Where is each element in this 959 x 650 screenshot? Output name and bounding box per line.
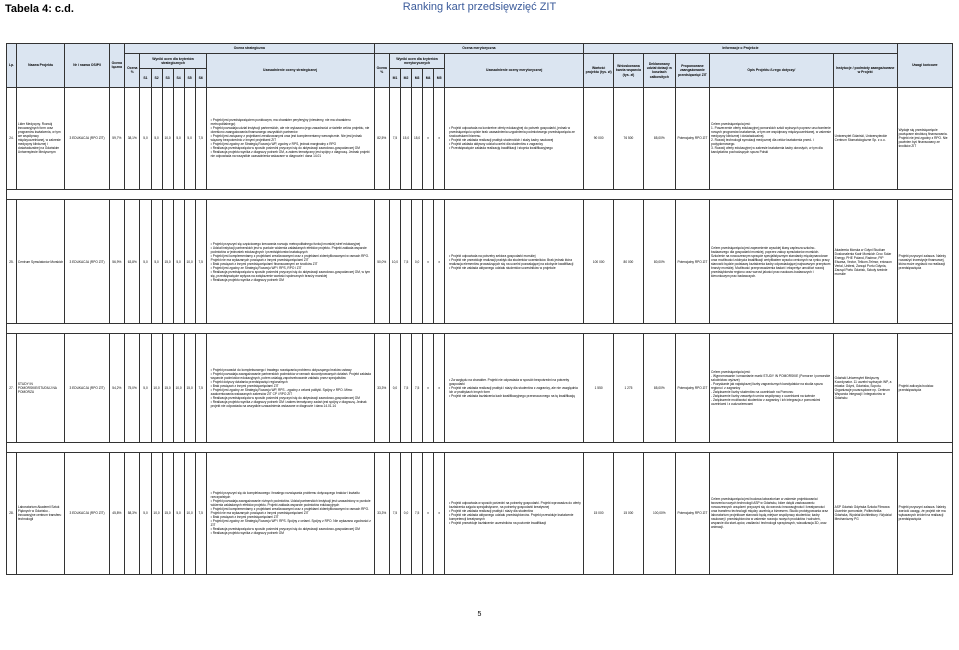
col-ocena-laczna: Ocena łączna	[109, 44, 124, 88]
row-udzial: 85,00%	[643, 87, 675, 189]
row-instytucje: Gdański Uniwersytet Medyczny Koordynator. 11 uczelni wyższych WP, a miasta: Gdyni, Gdańska, Sopotu. Organizacje pozarządowe np. Centrum Wsparcia Integracji i Integratorów w Gdańsku	[833, 334, 897, 442]
list-item: • Realizacja projektu wynika z diagnozy potrzeb OM i zakres tematyczny zadań jest spójny z diagnozą. Jednak projekt nie odpowiada na wszystkie uzasadnienia wskazane w diagnozie i dana 14.01.14	[211, 400, 373, 408]
list-item: • Brak powiązań z innymi przedsięwzięciami finansowanymi ze środków ZIT	[211, 262, 373, 266]
col-informacje: Informacje o Projekcie	[584, 44, 897, 54]
row-wartosc: 100 000	[584, 199, 614, 323]
col-opis: Opis Projektu /Lrego dotyczy/	[710, 54, 834, 87]
row-s4: 5,0	[173, 87, 184, 189]
spacer-cell	[7, 442, 953, 452]
row-uwagi: Projekt zaliczyła bodziac przedsięwzięcia	[897, 334, 952, 442]
row-m2: 15,0	[401, 87, 412, 189]
table-row	[7, 87, 953, 189]
row-m5: x	[434, 199, 445, 323]
col-nr: Nr i nazwa OSIP/I	[65, 44, 109, 88]
row-m5: x	[434, 452, 445, 574]
row-mer-pct: 50,0%	[374, 199, 389, 323]
list-item: • Brak powiązań z innymi przedsięwzięciami ZIT	[211, 384, 373, 388]
list-item: • Projekt prowadzi do kompleksowego i trwałego rozwiązania problemu dotyczącego braków ustawy	[211, 368, 373, 372]
row-lp: 25.	[7, 199, 17, 323]
list-item: • Projekt nie przewiduje realizacji praktyk dla studentów uczestników. Brak jednak która realizacja elementów prowadzących się na uczelni pozwalającej na zdobycie kwalifikacji	[449, 258, 582, 266]
row-lp: 24.	[7, 87, 17, 189]
spacer-cell	[7, 324, 953, 334]
col-uwagi: Uwagi końcowe	[897, 44, 952, 88]
list-item: • Projekt nie zakłada realizacji praktyk i staży dla studentów	[449, 509, 582, 513]
row-zrodlo: Potencjalny RPO ZIT	[675, 87, 709, 189]
row-m1: 7,5	[389, 452, 400, 574]
col-ocena-merytoryczna: Ocena merytoryczna	[374, 44, 584, 54]
row-instytucje: Uniwersytet Gdański, Uniwersyteckie Centrum Stomatologiczne Sp. z o.o.	[833, 87, 897, 189]
row-osi: 3 EDUKACJA (RPO ZIT)	[65, 199, 109, 323]
col-instytucje: Instytucje / podmioty zaangażowane w Projekt	[833, 54, 897, 87]
row-uzas-strat-list	[208, 118, 373, 158]
row-wartosc: 15 000	[584, 452, 614, 574]
opis-line: 3. Rozwój oferty edukacyjnej w zakresie kształcenia kadry dorosłych, w tym dla kandydatów pochodzących spoza Polski	[711, 146, 823, 155]
row-uzas-mer-list	[446, 126, 582, 150]
opis-line: 2. Rozwój technologii symulacji medycznej dla celów kształcenia przed- i podyplomowego.	[711, 138, 814, 147]
list-item: • Projekt pozwalaja zaangażowanie partnerskich podmiotów w ramach skoordynowanych działań. Projekt zakłada wsparcie podmiotów edukacyjnych, potem ustalają zapotrzebowanie zakładu przez specjalistów	[211, 372, 373, 380]
col-s5: S5	[184, 69, 195, 87]
row-zrodlo: Potencjalny RPO ZIT	[675, 334, 709, 442]
row-wartosc: 1 550	[584, 334, 614, 442]
row-name: Centrum Symulatorów Morskich	[16, 199, 65, 323]
list-item: • Projekt odpowiada na potrzeby sektora gospodarki morskiej	[449, 254, 582, 258]
row-lp: 27.	[7, 334, 17, 442]
list-item: • Projekt nie zakłada aktywnego udziału przedsiębiorców. Projekt przewiduje kształcenie kompetencji kreatywnych	[449, 513, 582, 521]
list-item: • Brak powiązań z innymi przedsięwzięciami ZIT	[211, 515, 373, 519]
row-m3: 7,5	[412, 334, 423, 442]
row-lp: 28.	[7, 452, 17, 574]
row-osi: 3 EDUKACJA (RPO ZIT)	[65, 452, 109, 574]
list-item: • Za względu na charakter. Projekt nie odpowiada w sposób bezpośredni na potrzeby gospodarki	[449, 378, 582, 386]
table-row	[7, 334, 953, 442]
row-mer-pct: 82,5%	[374, 87, 389, 189]
spacer-cell	[7, 189, 953, 199]
col-strat-pct: Ocena %	[125, 54, 140, 87]
row-opis	[710, 452, 834, 574]
list-item: • Projekt jest zgodny ze Strategią Rozwoju WP i RPS, RPO i ZIT	[211, 266, 373, 270]
list-item: • Przedsięwzięcie zakłada realizację kwalifikacji i stopnia kwalifikacyjnego	[449, 146, 582, 150]
col-m5: M5	[434, 69, 445, 87]
row-uzas-mer-list	[446, 501, 582, 525]
col-s2: S2	[151, 69, 162, 87]
opis-line: Celem przedsięwzięcia jest:	[711, 369, 751, 374]
row-udzial: 80,00%	[643, 199, 675, 323]
row-strat-pct: 75,0%	[125, 334, 140, 442]
document-title: Ranking kart przedsięwzięć ZIT	[402, 1, 557, 13]
row-uwagi: Projekt przyczyni zalacza. Należy rozważyć inwestycje finansowej, która może wypłacić na realizacji przedsięwzięcia	[897, 199, 952, 323]
row-uzas-mer-list	[446, 254, 582, 270]
col-ocena-strategiczna: Ocena strategiczna	[125, 44, 374, 54]
col-s6: S6	[195, 69, 206, 87]
row-m3: 0,0	[412, 199, 423, 323]
row-uzas-mer	[445, 87, 584, 189]
list-item: • Projekt przewiduje kształcenie uczestników na poziomie kwalifikacji	[449, 521, 582, 525]
row-wnioskowana: 15 000	[614, 452, 644, 574]
row-s4: 5,0	[173, 199, 184, 323]
row-s2: 10,0	[151, 334, 162, 442]
row-zrodlo: Potencjalny RPO ZIT	[675, 452, 709, 574]
col-m1: M1	[389, 69, 400, 87]
row-s1: 5,0	[140, 334, 151, 442]
list-item: • Realizacja projektu wynika z diagnozy potrzeb OM	[211, 278, 373, 282]
table-row	[7, 452, 953, 574]
list-item: • Realizacja przedsięwzięcia w sposób pośredni przyczyni się do aktywizacji zawodowo-gospodarczej OM, w tym się, przedsięwzięcie wpływa na zwiększenie wartości społecznych branży morskiej	[211, 270, 373, 278]
ranking-table	[6, 43, 953, 575]
row-ocena-laczna: 59,7%	[109, 87, 124, 189]
list-item: • Projekt pozwalaja zaangażowanie różnych podmiotów. Udział partnerskich instytucji jest uzasadniony w punkcie widzenia zakładanych efektów projektu. Projekt zakłada wsparcie podmiotów edukacyjnych	[211, 499, 373, 507]
row-s3: 15,0	[162, 199, 173, 323]
list-item: • Projekt jest związany z projektami zrealizowanymi oraz jest komplementarny wewnętrznie. Nie jest jednak wiązany bezpośrednio z innymi projektami ZIT	[211, 134, 373, 142]
row-s1: 5,0	[140, 452, 151, 574]
row-uzas-mer	[445, 452, 584, 574]
opis-line: 1. Poszerzenie oferty edukacyjnej pomorskich szkół wyższych poprzez uruchomienie nowych programów kształcenia, w tym we współpracy międzyuczelnianej, w zakresie medycyny klinicznej i doświadczalnej.	[711, 126, 831, 139]
col-wnioskowana: Wnioskowana kwota wsparcia (tys. zł)	[614, 54, 644, 87]
row-s5: 5,0	[184, 87, 195, 189]
row-udzial: 100,00%	[643, 452, 675, 574]
col-nazwa: Nazwa Projektu	[16, 44, 65, 88]
row-uwagi: Wydaje się przedsięwzięcie powiązane strukturą finansowania. Projekt nie jest zgodny z RPO. Nie powinien być finansowany ze środków ZIT	[897, 87, 952, 189]
row-spacer	[7, 189, 953, 199]
row-uzas-strat	[206, 87, 374, 189]
col-mer-pct: Ocena %	[374, 54, 389, 87]
row-s4: 10,0	[173, 334, 184, 442]
row-uzas-strat	[206, 334, 374, 442]
list-item: • Realizacja projektu wynika z diagnozy potrzeb OM	[211, 531, 373, 535]
row-m2: 7,5	[401, 199, 412, 323]
row-wartosc: 90 000	[584, 87, 614, 189]
row-s4: 5,0	[173, 452, 184, 574]
row-spacer	[7, 442, 953, 452]
row-s2: 10,0	[151, 452, 162, 574]
sheet-title: Tabela 4: c.d.	[5, 3, 74, 15]
list-item: • Projekt nie zakłada kształcenia kadr kwalifikacyjnego przeznaczonego na tę kwalifikację	[449, 394, 582, 398]
row-ocena-laczna: 54,2%	[109, 334, 124, 442]
row-strat-pct: 58,3%	[125, 452, 140, 574]
row-uzas-mer	[445, 334, 584, 442]
row-m3: 15,0	[412, 87, 423, 189]
list-item: • Realizacja przedsięwzięcia w sposób pośredni przyczyni się do aktywizacji zawodowo-gospodarczej OM	[211, 527, 373, 531]
row-wnioskowana: 1 275	[614, 334, 644, 442]
row-opis	[710, 87, 834, 189]
list-item: • Projekt jest komplementarny z projektami zrealizowanymi oraz z projektami zidentyfikowanymi w ramach RPO. Projekt nie ma wykazanych powiązań z innymi przedsięwzięciami ZIT	[211, 254, 373, 262]
list-item: • Projekt odpowiada na konkretne oferty edukacyjnej do potrzeb gospodarki, jednak w przedsięwzięciu opisie brak uzasadnienia uzgodnienia podmiotowego przedsięwzięcia ze środowiskami biznesu.	[449, 126, 582, 138]
row-s3: 15,0	[162, 452, 173, 574]
row-s1: 5,0	[140, 87, 151, 189]
list-item: • Projekt odpowiada w sposób pośredni na potrzeby gospodarki. Projekt wprowadza do oferty kształcenia zajęcia specjalistyczne, na potrzeby gospodarki kreatywnej	[449, 501, 582, 509]
row-m2: 7,5	[401, 334, 412, 442]
row-zrodlo: Potencjalny RPO ZIT	[675, 199, 709, 323]
row-opis	[710, 334, 834, 442]
row-m1: 10,0	[389, 199, 400, 323]
row-instytucje: Akademia Morska w Gdyni Studium Doskonalenia Kadr Morskich Croc Solar Energy, PHE Poland, Radmor, PIP Elsarsa, Vector, Telkom-Telmor, ericsson Verial, Unitest, Zarząd Portu Gdynia, Zarząd Portu Gdańsk, Szkoły średnie morskie	[833, 199, 897, 323]
top-bar	[0, 0, 959, 20]
row-mer-pct: 33,3%	[374, 334, 389, 442]
row-uzas-strat	[206, 199, 374, 323]
col-udzial: Deklarowany udział dotacji w kosztach całkowitych	[643, 54, 675, 87]
row-m1: 0,0	[389, 334, 400, 442]
row-m5: x	[434, 87, 445, 189]
row-udzial: 85,00%	[643, 334, 675, 442]
row-instytucje: ASP Gdańsk Gdyńska Szkoła Filmowa Uczelnie pomorskie, Politechnika Gdańska, Wydział Architektury i Wydział Mechaniczny PG	[833, 452, 897, 574]
list-item: • Projekt jest zgodny ze Strategią Rozwoju WP i RPS. Spójny z celami. Spójny z RPO. Nie wykazano zgodności z ZIT	[211, 519, 373, 527]
col-zrodlo: Proponowane zaangażowanie przedsięwzięć ZIT	[675, 54, 709, 87]
list-item: • Projekt jest komplementarny z projektami zrealizowanymi oraz z projektami zidentyfikowanymi w ramach RPO. Projekt nie ma wykazanych powiązań z innymi przedsięwzięciami ZIT	[211, 507, 373, 515]
opis-line: - Zwiększenie możliwości studentów z zagranicy i ich integracja z pomorskimi uczelniami i z cudzoziemcami	[711, 397, 821, 406]
row-s5: 10,0	[184, 199, 195, 323]
list-item: • Projekt pozwalaja udział instytucji partnerskich, ale nie wykazano jego zasadności w świetle celów projektu, nie określono zaangażowania finansowego wszystkich partnerów	[211, 126, 373, 134]
row-s6: 7,5	[195, 452, 206, 574]
row-m4: x	[423, 199, 434, 323]
row-osi: 3 EDUKACJA (RPO ZIT)	[65, 334, 109, 442]
row-strat-pct: 38,1%	[125, 87, 140, 189]
row-m3: 7,5	[412, 452, 423, 574]
row-uzas-strat-list	[208, 491, 373, 535]
row-name: Laboratorium Akademii Sztuk Pięknych w Gdańsku - innowacyjne centrum transferu technologii	[16, 452, 65, 574]
row-uzas-strat-list	[208, 242, 373, 282]
row-m4: x	[423, 87, 434, 189]
row-s5: 15,0	[184, 334, 195, 442]
row-s5: 10,0	[184, 452, 195, 574]
row-ocena-laczna: 45,8%	[109, 452, 124, 574]
row-m1: 7,5	[389, 87, 400, 189]
opis-line: Celem przedsięwzięcia jest:	[711, 122, 751, 127]
row-name: Lider Medycyny. Rozwój innowacyjnych form oraz programów kształcenia, w tym we współpracy międzyuczelnianej, w zakresie medycyny klinicznej i doświadczalnej na Gdańskim Uniwersytecie Medycznym	[16, 87, 65, 189]
row-opis	[710, 199, 834, 323]
col-uzas-mer: Uzasadnienie oceny merytorycznej	[445, 54, 584, 87]
row-uwagi: Projekt przyczyni zalacza. Należy zwrócić uwagę, że projekt nie ma wykazanych źródeł na realizacji przedsięwzięcia	[897, 452, 952, 574]
col-m4: M4	[423, 69, 434, 87]
opis-line: - Zwiększenie liczby studentów na uczelniach na Pomorzu	[711, 389, 794, 394]
list-item: • Projekt przyczyni się do kompleksowego i trwałego rozwiązania problemu dotyczącego braków i kształtu rzeczywistych	[211, 491, 373, 499]
list-item: • Projekt przyczyni się częściowego kreowania rozwoju metropolitalnego funkcji morskiej stref edukacyjnej	[211, 242, 373, 246]
row-strat-pct: 63,8%	[125, 199, 140, 323]
col-s3: S3	[162, 69, 173, 87]
row-m2: 0,0	[401, 452, 412, 574]
list-item: • Udział instytucji partnerskich jest w punkcie widzenia zakładanych efektów projektu. Projekt zakłada wsparcie podmiotów w jednostek edukacyjnych i przedsiębiorstw kształcących	[211, 246, 373, 254]
row-osi: 3 EDUKACJA (RPO ZIT)	[65, 87, 109, 189]
row-s2: 5,0	[151, 199, 162, 323]
table-body	[7, 87, 953, 574]
opis-line: - Wypromowanie i umacnianie marki STUDY IN POMORSKIE (Pomorze i pomorskie szkolnictwo wyższe)	[711, 373, 831, 382]
list-item: • Projekt jest przedsięwzięciem punktowym, ma charakter peryferyjny (niewiemy, nie ma charakteru metropolitalnego)	[211, 118, 373, 126]
page-number: 5	[477, 611, 482, 618]
list-item: • Projekt dotyczy działania przedsięwzięć regionalnych	[211, 380, 373, 384]
opis-line: - Pozyskanie jak największej liczby zagranicznych kandydatów na studia spoza regionu i z zagranicy	[711, 381, 823, 390]
list-item: • Realizacja projektu wynika z diagnozy potrzeb OM, a zakres tematyczny jest spójny z diagnozą. Jednak projekt nie odpowiada na wszystkie uzasadnienia wskazane w diagnozie i dana 14.01	[211, 150, 373, 158]
row-s3: 10,0	[162, 87, 173, 189]
col-wyniki-mer: Wyniki ocen dla kryteriów merytorycznych	[389, 54, 444, 69]
col-s4: S4	[173, 69, 184, 87]
list-item: • Projekt zakłada aktywny udział uczelni dla studentów z zagranicy	[449, 142, 582, 146]
row-spacer	[7, 324, 953, 334]
list-item: • Projekt nie zakłada realizacji praktyk studenckich i staży kadry naukowej	[449, 138, 582, 142]
table-row	[7, 199, 953, 323]
col-uzas-strat: Uzasadnienie oceny strategicznej	[206, 54, 374, 87]
col-m3: M3	[412, 69, 423, 87]
col-wyniki-strat: Wyniki ocen dla kryteriów strategicznych	[140, 54, 206, 69]
row-s6: 7,5	[195, 199, 206, 323]
list-item: • Realizacja przedsięwzięcia w sposób pośredni przyczyni się do aktywizacji zawodowo-gospodarczej OM	[211, 396, 373, 400]
row-s3: 15,0	[162, 334, 173, 442]
list-item: • Projekt jest zgodny ze Strategią Rozwoju WP, zgodny z RPS, jednak marginalny z RPO	[211, 142, 373, 146]
row-s6: 7,5	[195, 87, 206, 189]
row-uzas-mer	[445, 199, 584, 323]
row-uzas-strat	[206, 452, 374, 574]
col-wartosc: Wartość projektu (tys. zł)	[584, 54, 614, 87]
row-m4: x	[423, 334, 434, 442]
list-item: • Projekt nie zakłada aktywnego udziału studentów uczestników w projekcie	[449, 266, 582, 270]
row-s1: 5,0	[140, 199, 151, 323]
opis-line: Celem przedsięwzięcia jest budowa laboratorium w zakresie projektowania i tworzenia nowych technologii ASP w Gdańsku, które dzięki zastosowaniu nowoczesnych urządzeń przyczyni się do wzrostu innowacyjności i kreatywności oraz transferu technologii między uczelnią a biznesem. Studio prototypowania oraz laboratorium projektowe stanowić będą miejsce współpracy studentów, kadry naukowej i przedsiębiorców w zakresie rozwoju nowych produktów i wdrożeń, wsparcie dla start-upów, zasilania i technologii sprzętowych, wizualizacja 3D, oraz animacji.	[711, 497, 828, 530]
row-ocena-laczna: 56,9%	[109, 199, 124, 323]
col-m2: M2	[401, 69, 412, 87]
list-item: • Projekt nie zakłada realizacji praktyk i staży dla studentów z zagranicy, ale nie uwzględnia ich w praktykach innych form	[449, 386, 582, 394]
opis-line: Celem przedsięwzięcia jest zapewnienie wysokiej klasy zaplecza szkolno-badawczego dla gospodarki morskiej, poprzez zakup symulatorów morskich. Szkolenie na nowoczesnym sprzęcie specjalistycznym standardy międzynarodowe oraz możliwości zdobycia kwalifikacji certyfikatem wysoko cenionych na rynku pracy stanowić będzie podstawę kształcenia kadry odpowiadającej najnowszym przepisom branży morskiej. Możliwość przeprowadzenia badań i ekspertyz umożliwi rozwój przedsiębiorstw regionu oraz wzrost jakości prac naukowo-badawczych i kierunkowym prac badawczych.	[711, 245, 831, 278]
col-lp: Lp.	[7, 44, 17, 88]
opis-line: - Zwiększenie liczby zawartych umów współpracy z uczelniami na świecie	[711, 393, 816, 398]
row-name: STUDY IN POMORSKIE/STUDIUJ NA POMORZU	[16, 334, 65, 442]
row-m4: x	[423, 452, 434, 574]
row-uzas-strat-list	[208, 368, 373, 408]
row-mer-pct: 33,3%	[374, 452, 389, 574]
list-item: • Projekt jest zgodny ze Strategią Rozwoju WP, RPS - zgodny z celami polityki. Spójny z RPO. Mimo zaakcentowania wskazanych zakresów ZIT CP i RPO ZIT	[211, 388, 373, 396]
row-s2: 5,0	[151, 87, 162, 189]
list-item: • Realizacja przedsięwzięcia w sposób pośredni przyczyni się do aktywizacji zawodowo-gospodarczej OM	[211, 146, 373, 150]
row-uzas-mer-list	[446, 378, 582, 398]
row-wnioskowana: 80 000	[614, 199, 644, 323]
row-wnioskowana: 76 500	[614, 87, 644, 189]
row-s6: 7,5	[195, 334, 206, 442]
row-m5: x	[434, 334, 445, 442]
col-s1: S1	[140, 69, 151, 87]
